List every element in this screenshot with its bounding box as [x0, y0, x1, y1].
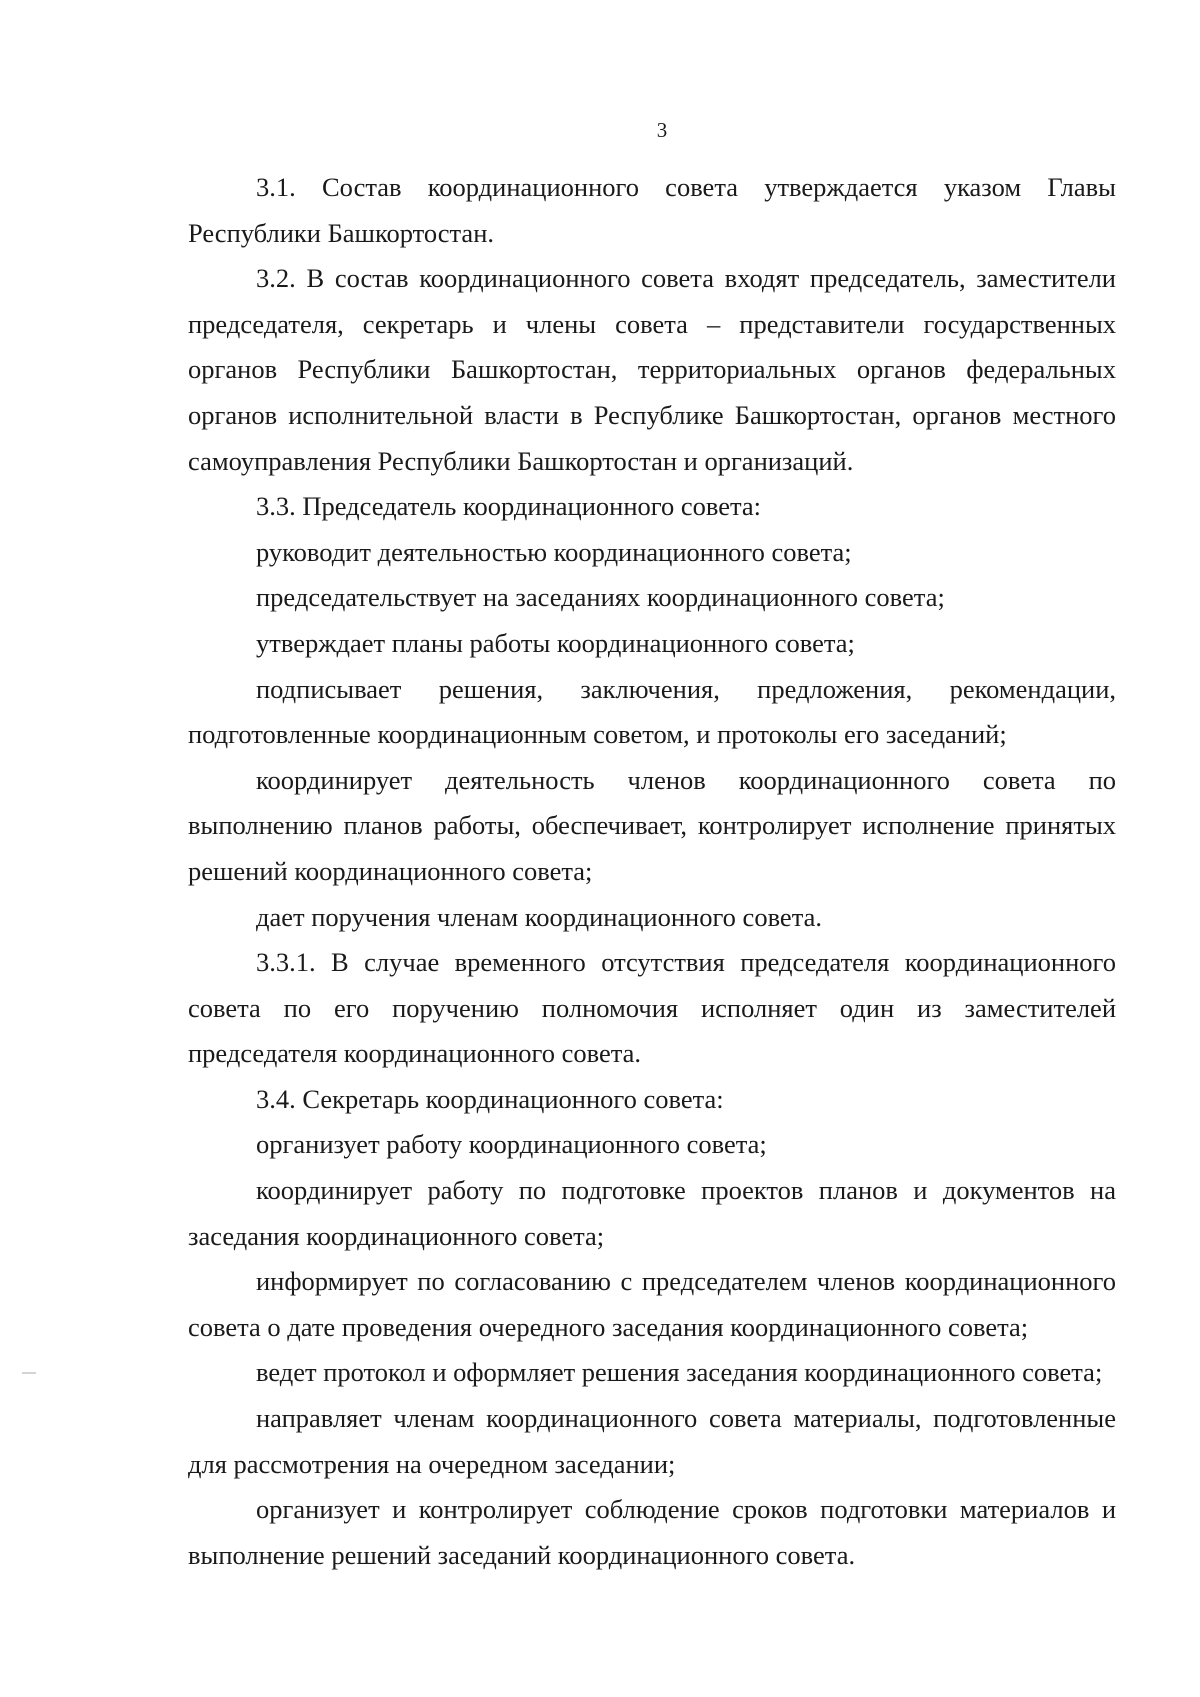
list-item: направляет членам координационного совета материалы, подготовленные для рассмотрения на очередном заседании;	[188, 1403, 1116, 1479]
list-item: дает поручения членам координационного совета.	[256, 901, 822, 932]
scan-margin-mark	[22, 1372, 36, 1374]
list-item: подписывает решения, заключения, предложения, рекомендации, подготовленные координационным советом, и протоколы его заседаний;	[188, 673, 1116, 750]
paragraph-3-2: 3.2. В состав координационного совета входят председатель, заместители председателя, секретарь и члены совета – представители государственных органов Республики Башкортостан, территориальных органов федеральных органов исполнительной власти в Республике Башкортостан, органов местного самоуправления Республики Башкортостан и организаций.	[188, 263, 1116, 476]
list-item: утверждает планы работы координационного совета;	[256, 627, 855, 658]
paragraph-3-3-1: 3.3.1. В случае временного отсутствия председателя координационного совета по его поручению полномочия исполняет один из заместителей председателя координационного совета.	[188, 947, 1116, 1069]
page-number: 3	[656, 118, 668, 142]
list-item: руководит деятельностью координационного совета;	[256, 536, 852, 567]
paragraph-3-4-heading: 3.4. Секретарь координационного совета:	[256, 1083, 724, 1114]
document-body	[188, 165, 1116, 1578]
list-item: координирует деятельность членов координационного совета по выполнению планов работы, обеспечивает, контролирует исполнение принятых решений координационного совета;	[188, 764, 1116, 886]
list-item: председательствует на заседаниях координационного совета;	[256, 582, 945, 613]
list-item: информирует по согласованию с председателем членов координационного совета о дате проведения очередного заседания координационного совета;	[188, 1266, 1116, 1342]
list-item: организует и контролирует соблюдение сроков подготовки материалов и выполнение решений заседаний координационного совета.	[188, 1494, 1116, 1570]
paragraph-3-1: 3.1. Состав координационного совета утверждается указом Главы Республики Башкортостан.	[188, 172, 1116, 248]
list-item: координирует работу по подготовке проектов планов и документов на заседания координационного совета;	[188, 1175, 1116, 1251]
list-item: ведет протокол и оформляет решения заседания координационного совета;	[256, 1357, 1103, 1388]
paragraph-3-3-heading: 3.3. Председатель координационного совета:	[256, 491, 762, 522]
list-item: организует работу координационного совета;	[256, 1129, 767, 1160]
